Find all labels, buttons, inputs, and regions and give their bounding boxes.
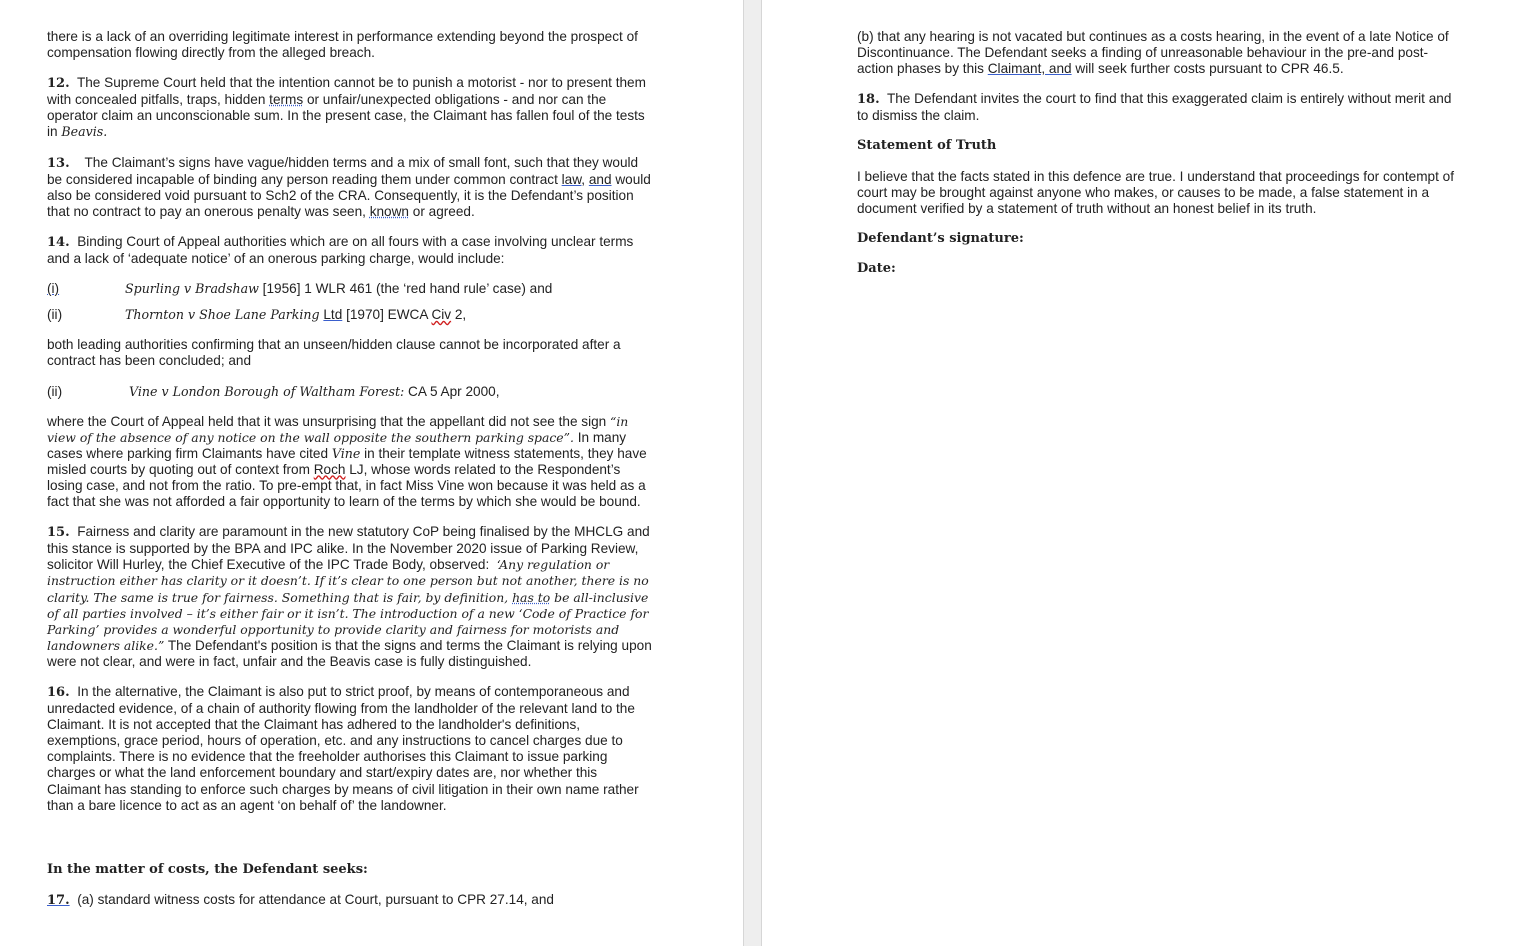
paragraph-number: 15. <box>47 525 70 541</box>
list-label: (i) <box>47 281 60 297</box>
case-citation: Vine <box>331 445 361 461</box>
page-content <box>857 29 1457 291</box>
paragraph-17b: (b) that any hearing is not vacated but continues as a costs hearing, in the event of a late Notice of Discontinuance. The Defendant seeks a finding of unreasonable behaviour in the pre-and post-action phases by this Claimant, and will seek further costs pursuant to CPR 46.5. <box>857 29 1449 77</box>
paragraph-15: 15. Fairness and clarity are paramount in the new statutory CoP being finalised by the MHCLG and this stance is supported by the BPA and IPC alike. In the November 2020 issue of Parking Review, solicitor Will Hurley, the Chief Executive of the IPC Trade Body, observed: ‘Any regulation or instruction either has clarity or it doesn’t. If it’s clear to one person but not another, there is no clarity. The same is true for fairness. Something that is fair, by definition, has to be all-inclusive of all parties involved – it’s either fair or it isn’t. The introduction of a new ‘Code of Practice for Parking’ provides a wonderful opportunity to provide clarity and fairness for motorists and landowners alike.” The Defendant's position is that the signs and terms the Claimant is relying upon were not clear, and were in fact, unfair and the Beavis case is fully distinguished. <box>47 524 652 669</box>
paragraph-11-continuation: there is a lack of an overriding legitimate interest in performance extending beyond the prospect of compensation flowing directly from the alleged breach. <box>47 29 638 61</box>
paragraph-number: 13. <box>47 155 70 171</box>
both-leading-authorities: both leading authorities confirming that an unseen/hidden clause cannot be incorporated after a contract has been concluded; and <box>47 337 621 369</box>
paragraph-number: 12. <box>47 76 70 92</box>
list-item: (ii) Vine v London Borough of Waltham Forest: CA 5 Apr 2000, <box>47 383 500 399</box>
paragraph-13: 13. The Claimant’s signs have vague/hidden terms and a mix of small font, such that they would be considered incapable of binding any person reading them under common contract law, and would also be considered void pursuant to Sch2 of the CRA. Consequently, it is the Defendant’s position that no contract to pay an onerous penalty was seen, known or agreed. <box>47 154 651 219</box>
paragraph-number: 14. <box>47 234 70 250</box>
grammar-flagged-word[interactable]: and <box>588 171 612 187</box>
grammar-flagged-word[interactable]: law, <box>561 171 586 187</box>
paragraph-18: 18. The Defendant invites the court to find that this exaggerated claim is entirely without merit and to dismiss the claim. <box>857 91 1452 124</box>
grammar-flagged-word[interactable]: Claimant, and <box>987 61 1072 77</box>
date-label: Date: <box>857 260 896 276</box>
grammar-flagged-word[interactable]: Ltd <box>323 307 343 323</box>
document-page-left[interactable] <box>0 0 743 946</box>
list-item: (i) Spurling v Bradshaw [1956] 1 WLR 461 (the ‘red hand rule’ case) and <box>47 281 553 297</box>
document-page-right[interactable] <box>762 0 1518 946</box>
paragraph-number: 17. <box>47 892 70 908</box>
page-gutter <box>743 0 762 946</box>
case-citation: Thornton v Shoe Lane Parking <box>125 307 320 323</box>
paragraph-12: 12. The Supreme Court held that the intention cannot be to punish a motorist - nor to present them with concealed pitfalls, traps, hidden terms or unfair/unexpected obligations - and nor can the operator claim an unconscionable sum. In the present case, the Claimant has fallen foul of the tests in Beavis. <box>47 75 646 140</box>
paragraph-14: 14. Binding Court of Appeal authorities which are on all fours with a case involving unclear terms and a lack of ‘adequate notice’ of an onerous parking charge, would include: <box>47 233 634 267</box>
paragraph-17: 17. (a) standard witness costs for attendance at Court, pursuant to CPR 27.14, and <box>47 891 554 908</box>
grammar-flagged-word[interactable]: terms <box>269 92 304 108</box>
statement-of-truth-text: I believe that the facts stated in this defence are true. I understand that proceedings for contempt of court may be brought against anyone who makes, or causes to be made, a false statement in a document verified by a statement of truth without an honest belief in its truth. <box>857 168 1454 216</box>
vine-paragraph: where the Court of Appeal held that it was unsurprising that the appellant did not see the sign “in view of the absence of any notice on the wall opposite the southern parking space”. In many cases where parking firm Claimants have cited Vine in their template witness statements, they have misled courts by quoting out of context from Roch LJ, whose words related to the Respondent’s losing case, and not from the ratio. To pre-empt that, in fact Miss Vine won because it was held as a fact that she was not afforded a fair opportunity to learn of the terms by which she would be bound. <box>47 413 647 510</box>
case-citation: Beavis. <box>61 124 108 140</box>
signature-label: Defendant’s signature: <box>857 230 1024 246</box>
paragraph-16: 16. In the alternative, the Claimant is also put to strict proof, by means of contemporaneous and unredacted evidence, of a chain of authority flowing from the landholder of the relevant land to the Claimant. It is not accepted that the Claimant has adhered to the landholder's definitions, exemptions, grace period, hours of operation, etc. and any instructions to cancel charges due to complaints. There is no evidence that the freeholder authorises this Claimant to issue parking charges or what the land enforcement boundary and start/expiry dates are, nor whether this Claimant has standing to enforce such charges by means of civil litigation in their own name rather than a bare licence to act as an agent ‘on behalf of’ the landowner. <box>47 684 639 813</box>
quotation: ‘Any regulation or instruction either has clarity or it doesn’t. If it’s clear to one person but not another, there is no clarity. The same is true for fairness. Something that is fair, by definition, has to be all-inclusive of all parties involved – it’s either fair or it isn’t. The introduction of a new ‘Code of Practice for Parking’ provides a wonderful opportunity to provide clarity and fairness for motorists and landowners alike.” <box>47 557 649 653</box>
quotation: “in view of the absence of any notice on the wall opposite the southern parking space”. <box>47 413 629 445</box>
case-citation: Vine v London Borough of Waltham Forest: <box>129 383 405 399</box>
costs-heading: In the matter of costs, the Defendant seeks: <box>47 861 368 877</box>
list-label: (ii) <box>47 383 63 399</box>
list-item: (ii) Thornton v Shoe Lane Parking Ltd [1970] EWCA Civ 2, <box>47 307 467 323</box>
grammar-flagged-word[interactable]: has to <box>512 589 551 605</box>
page-content <box>47 29 652 923</box>
case-citation: Spurling v Bradshaw <box>125 281 259 297</box>
statement-of-truth-heading: Statement of Truth <box>857 138 997 154</box>
spelling-flagged-word[interactable]: Civ <box>431 307 452 323</box>
paragraph-number: 18. <box>857 92 880 108</box>
grammar-flagged-word[interactable]: known <box>369 203 409 219</box>
spelling-flagged-word[interactable]: Roch <box>313 461 346 477</box>
paragraph-number: 16. <box>47 685 70 700</box>
list-label: (ii) <box>47 307 63 323</box>
